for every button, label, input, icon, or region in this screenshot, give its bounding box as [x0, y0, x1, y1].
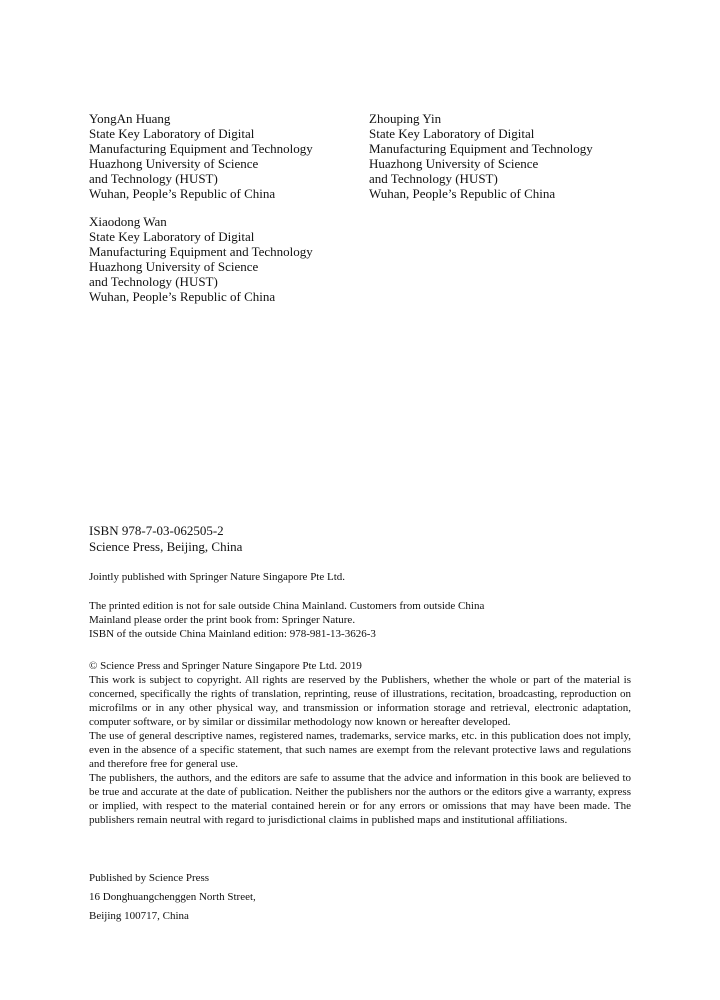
author-block-wan — [89, 214, 359, 304]
edition-notice — [89, 599, 631, 641]
affiliation-line: and Technology (HUST) — [89, 274, 218, 289]
disclaimer-paragraph: The publishers, the authors, and the editors are safe to assume that the advice and information in this book are believed to be true and accurate at the date of publication. Neither the publishers nor the authors or the editors give a warranty, express or implied, with respect to the material contained herein or for any errors or omissions that may have been made. The publishers remain neutral with regard to jurisdictional claims in published maps and institutional affiliations. — [89, 772, 631, 826]
author-block-yin — [369, 111, 639, 201]
affiliation-line: Wuhan, People’s Republic of China — [89, 289, 276, 304]
copyright-notice — [89, 659, 631, 827]
trademark-paragraph: The use of general descriptive names, registered names, trademarks, service marks, etc. in this publication does not imply, even in the absence of a specific statement, that such names are exempt from the relevant protective laws and regulations and therefore free for general use. — [89, 730, 631, 770]
publisher-line: Published by Science Press — [89, 872, 210, 884]
author-name: Zhouping Yin — [369, 111, 442, 126]
isbn-number: ISBN 978-7-03-062505-2 — [89, 523, 224, 538]
affiliation-line: Manufacturing Equipment and Technology — [89, 141, 313, 156]
affiliation-line: Wuhan, People’s Republic of China — [89, 186, 276, 201]
edition-line: Mainland please order the print book from: Springer Nature. — [89, 614, 356, 626]
joint-publication-note: Jointly published with Springer Nature Singapore Pte Ltd. — [89, 571, 346, 583]
author-block-huang — [89, 111, 359, 201]
author-name: Xiaodong Wan — [89, 214, 167, 229]
affiliation-line: Wuhan, People’s Republic of China — [369, 186, 556, 201]
affiliation-line: Huazhong University of Science — [89, 259, 259, 274]
press-location: Science Press, Beijing, China — [89, 539, 243, 554]
affiliation-line: Huazhong University of Science — [369, 156, 539, 171]
publisher-line: 16 Donghuangchenggen North Street, — [89, 891, 256, 903]
publisher-line: Beijing 100717, China — [89, 910, 189, 922]
author-name: YongAn Huang — [89, 111, 171, 126]
edition-line: ISBN of the outside China Mainland edition: 978-981-13-3626-3 — [89, 628, 376, 640]
copyright-paragraph: This work is subject to copyright. All rights are reserved by the Publishers, whether the whole or part of the material is concerned, specifically the rights of translation, reprinting, reuse of illustrations, recitation, broadcasting, reproduction on microfilms or in any other physical way, and transmission or information storage and retrieval, electronic adaptation, computer software, or by similar or dissimilar methodology now known or hereafter developed. — [89, 674, 631, 728]
affiliation-line: State Key Laboratory of Digital — [89, 126, 255, 141]
edition-line: The printed edition is not for sale outside China Mainland. Customers from outside China — [89, 600, 485, 612]
affiliation-line: and Technology (HUST) — [89, 171, 218, 186]
affiliation-line: State Key Laboratory of Digital — [89, 229, 255, 244]
affiliation-line: and Technology (HUST) — [369, 171, 498, 186]
affiliation-line: Huazhong University of Science — [89, 156, 259, 171]
affiliation-line: State Key Laboratory of Digital — [369, 126, 535, 141]
affiliation-line: Manufacturing Equipment and Technology — [89, 244, 313, 259]
publisher-address — [89, 869, 256, 926]
isbn-block — [89, 523, 242, 555]
copyright-line: © Science Press and Springer Nature Singapore Pte Ltd. 2019 — [89, 660, 362, 672]
affiliation-line: Manufacturing Equipment and Technology — [369, 141, 593, 156]
